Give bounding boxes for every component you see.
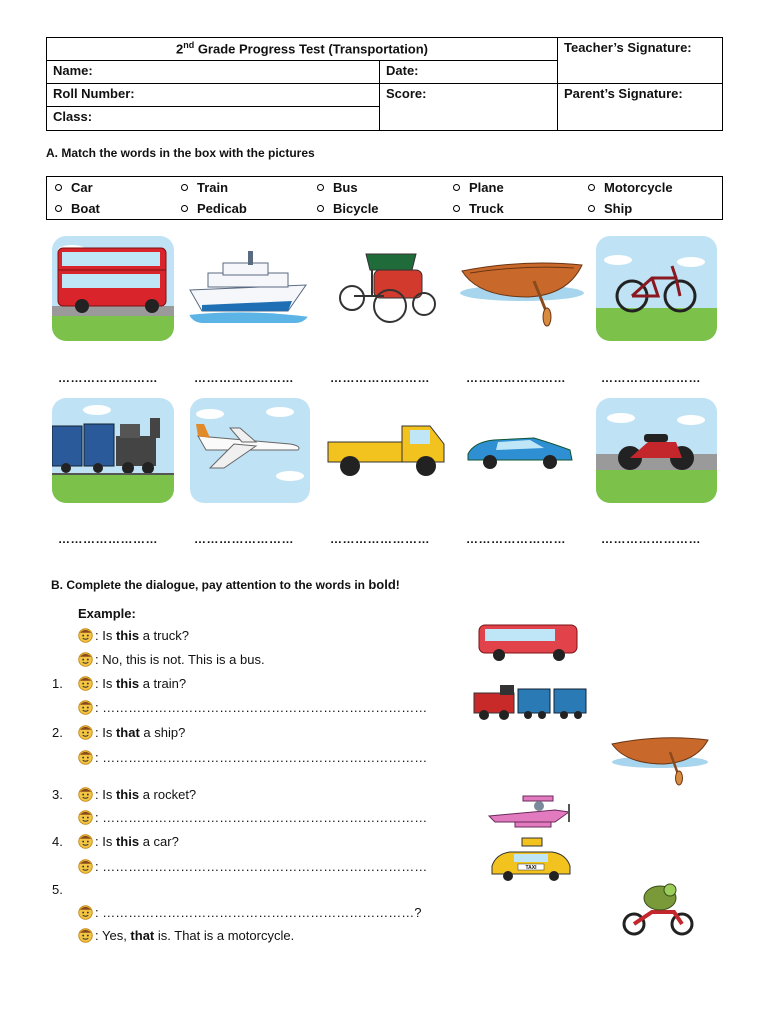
answer-blank[interactable]: …………………… — [601, 371, 701, 385]
answer-blank[interactable]: …………………… — [601, 532, 701, 546]
item4-taxi-picture — [488, 836, 574, 882]
header-table — [46, 37, 723, 131]
bullet-icon — [181, 184, 188, 191]
word-item: Motorcycle — [588, 180, 673, 195]
bullet-icon — [317, 205, 324, 212]
smiley-face-icon — [78, 810, 93, 825]
item-number: 4. — [52, 834, 63, 849]
class-field[interactable]: Class: — [46, 106, 380, 131]
answer-blank[interactable]: …………………… — [466, 371, 566, 385]
smiley-face-icon — [78, 725, 93, 740]
section-b-title: B. Complete the dialogue, pay attention to the words in bold! — [51, 577, 400, 592]
answer-line-3[interactable]: : ………………………………………………………………… — [78, 810, 427, 825]
test-title: 2nd Grade Progress Test (Transportation) — [46, 37, 558, 61]
smiley-face-icon — [78, 859, 93, 874]
name-field[interactable]: Name: — [46, 60, 380, 84]
ship-picture — [188, 245, 310, 323]
bullet-icon — [588, 184, 595, 191]
truck-picture — [326, 416, 448, 482]
example-answer: : No, this is not. This is a bus. — [78, 652, 265, 667]
bicycle-picture — [596, 236, 717, 341]
answer-line-1[interactable]: : ………………………………………………………………… — [78, 700, 427, 715]
example-bus-picture — [477, 621, 581, 663]
question-line-5[interactable]: : ………………………………………………………………? — [78, 905, 421, 920]
answer-blank[interactable]: …………………… — [194, 371, 294, 385]
answer-blank[interactable]: …………………… — [330, 532, 430, 546]
bullet-icon — [588, 205, 595, 212]
bullet-icon — [453, 205, 460, 212]
bullet-icon — [55, 184, 62, 191]
word-item: Car — [55, 180, 93, 195]
item5-motorcycle-picture — [620, 880, 696, 938]
smiley-face-icon — [78, 834, 93, 849]
parent-signature-field[interactable]: Parent’s Signature: — [557, 83, 723, 131]
word-item: Bus — [317, 180, 358, 195]
answer-blank[interactable]: …………………… — [466, 532, 566, 546]
answer-blank[interactable]: …………………… — [58, 371, 158, 385]
question-2: : Is that a ship? — [78, 725, 185, 740]
train-picture — [52, 398, 174, 503]
smiley-face-icon — [78, 787, 93, 802]
bus-picture — [52, 236, 174, 341]
item-number: 1. — [52, 676, 63, 691]
roll-number-field[interactable]: Roll Number: — [46, 83, 380, 107]
section-a-title: A. Match the words in the box with the pictures — [46, 146, 315, 160]
item-number: 5. — [52, 882, 63, 897]
smiley-face-icon — [78, 700, 93, 715]
taxi-sign-text: TAXI — [525, 865, 537, 872]
question-4: : Is this a car? — [78, 834, 179, 849]
bullet-icon — [317, 184, 324, 191]
answer-line-2[interactable]: : ………………………………………………………………… — [78, 750, 427, 765]
word-item: Bicycle — [317, 201, 379, 216]
smiley-face-icon — [78, 628, 93, 643]
word-item: Truck — [453, 201, 504, 216]
boat-picture — [458, 255, 586, 327]
question-3: : Is this a rocket? — [78, 787, 196, 802]
item3-plane-picture — [485, 786, 575, 834]
word-item: Plane — [453, 180, 504, 195]
word-box — [46, 176, 723, 220]
answer-blank[interactable]: …………………… — [330, 371, 430, 385]
score-field[interactable]: Score: — [379, 83, 558, 131]
answer-5: : Yes, that is. That is a motorcycle. — [78, 928, 294, 943]
bullet-icon — [453, 184, 460, 191]
teacher-signature-field[interactable]: Teacher’s Signature: — [557, 37, 723, 84]
word-item: Train — [181, 180, 228, 195]
answer-blank[interactable]: …………………… — [194, 532, 294, 546]
date-field[interactable]: Date: — [379, 60, 558, 84]
plane-picture — [190, 398, 310, 503]
word-item: Pedicab — [181, 201, 247, 216]
motorcycle-picture — [596, 398, 717, 503]
example-label: Example: — [78, 606, 136, 621]
word-item: Ship — [588, 201, 632, 216]
answer-line-4[interactable]: : ………………………………………………………………… — [78, 859, 427, 874]
smiley-face-icon — [78, 652, 93, 667]
answer-blank[interactable]: …………………… — [58, 532, 158, 546]
item-number: 2. — [52, 725, 63, 740]
smiley-face-icon — [78, 750, 93, 765]
item2-boat-picture — [610, 732, 710, 786]
bullet-icon — [55, 205, 62, 212]
car-picture — [464, 428, 576, 472]
pedicab-picture — [334, 248, 438, 326]
bullet-icon — [181, 205, 188, 212]
example-question: : Is this a truck? — [78, 628, 189, 643]
smiley-face-icon — [78, 928, 93, 943]
smiley-face-icon — [78, 905, 93, 920]
item-number: 3. — [52, 787, 63, 802]
word-item: Boat — [55, 201, 100, 216]
question-1: : Is this a train? — [78, 676, 186, 691]
item1-train-picture — [472, 683, 588, 721]
smiley-face-icon — [78, 676, 93, 691]
